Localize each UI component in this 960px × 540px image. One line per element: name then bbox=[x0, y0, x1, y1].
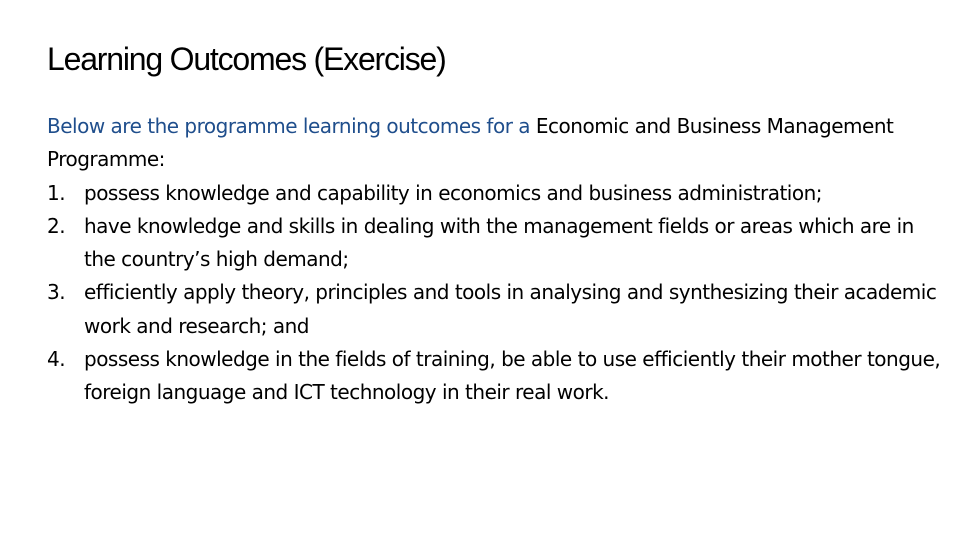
outcome-text: have knowledge and skills in dealing with the management fields or areas which are in the country’s high demand; bbox=[84, 213, 914, 272]
intro-paragraph bbox=[47, 110, 947, 177]
slide-title: Learning Outcomes (Exercise) bbox=[47, 41, 446, 77]
outcome-number: 4. bbox=[47, 347, 66, 372]
outcome-text: possess knowledge in the fields of training, be able to use efficiently their mother tongue, foreign language and ICT technology in their real work. bbox=[84, 347, 941, 405]
outcome-text: possess knowledge and capability in economics and business administration; bbox=[84, 180, 822, 205]
outcome-number: 1. bbox=[47, 180, 66, 205]
outcome-number: 3. bbox=[47, 280, 66, 305]
outcome-item bbox=[47, 343, 947, 410]
outcome-number: 2. bbox=[47, 213, 66, 238]
outcome-item bbox=[47, 177, 947, 210]
outcomes-list bbox=[47, 177, 947, 410]
outcome-text: efficiently apply theory, principles and tools in analysing and synthesizing their academic work and research; and bbox=[84, 280, 937, 338]
outcome-item bbox=[47, 276, 947, 343]
intro-lead-text: Below are the programme learning outcomes for a bbox=[47, 114, 536, 138]
outcome-item bbox=[47, 210, 947, 277]
programme-name-text: Economic and Business Management Programme: bbox=[47, 114, 894, 172]
slide-body bbox=[47, 110, 947, 410]
